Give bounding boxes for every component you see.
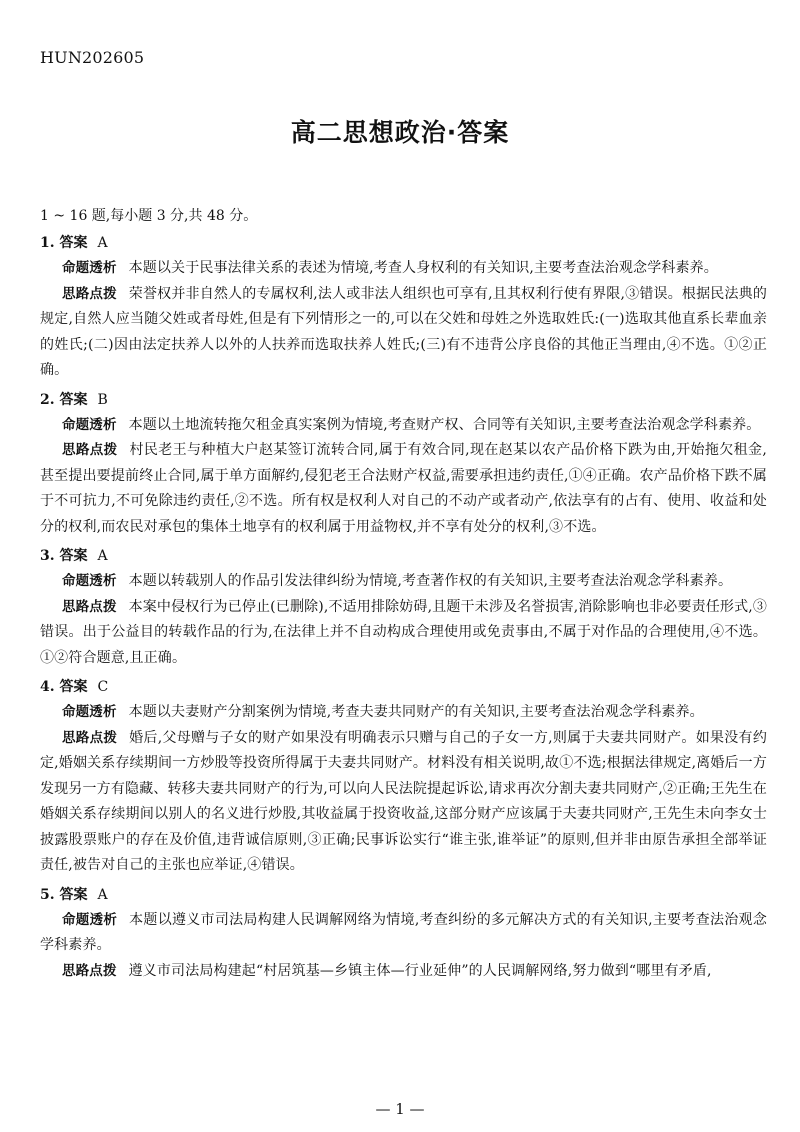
tips-paragraph bbox=[40, 438, 767, 540]
analysis-text: 本题以转载别人的作品引发法律纠纷为情境,考查著作权的有关知识,主要考查法治观念学科素养。 bbox=[128, 573, 733, 589]
analysis-paragraph bbox=[40, 908, 767, 959]
analysis-paragraph bbox=[40, 256, 767, 282]
tips-label: 思路点拨 bbox=[62, 962, 117, 979]
answer-content bbox=[40, 203, 767, 987]
question-1 bbox=[40, 230, 767, 384]
answer-letter: B bbox=[97, 391, 108, 408]
question-number: 3. 答案 bbox=[40, 548, 88, 564]
analysis-paragraph bbox=[40, 413, 767, 439]
document-code: HUN202605 bbox=[40, 48, 145, 67]
answer-line bbox=[40, 543, 767, 569]
question-number: 2. 答案 bbox=[40, 391, 88, 408]
tips-paragraph bbox=[40, 595, 767, 672]
answer-letter: C bbox=[97, 679, 109, 695]
analysis-text: 本题以遵义市司法局构建人民调解网络为情境,考查纠纷的多元解决方式的有关知识,主要考查法治观念学科素养。 bbox=[40, 911, 767, 953]
analysis-text: 本题以关于民事法律关系的表述为情境,考查人身权利的有关知识,主要考查法治观念学科素养。 bbox=[128, 260, 718, 276]
tips-paragraph bbox=[40, 959, 767, 985]
tips-text: 婚后,父母赠与子女的财产如果没有明确表示只赠与自己的子女一方,则属于夫妻共同财产。如果没有约定,婚姻关系存续期间一方炒股等投资所得属于夫妻共同财产。材料没有相关说明,故①不选;根据法律规定,离婚后一方发现另一方有隐藏、转移夫妻共同财产的行为,可以向人民法院提起诉讼,请求再次分割夫妻共同财产,②正确;王先生在婚姻关系存续期间以别人的名义进行炒股,其收益属于投资收益,这部分财产应该属于夫妻共同财产,王先生未向李女士披露股票账户的存在及价值,违背诚信原则,③正确;民事诉讼实行“谁主张,谁举证”的原则,但并非由原告承担全部举证责任,被告对自己的主张也应举证,④错误。 bbox=[40, 729, 767, 873]
question-number: 4. 答案 bbox=[40, 679, 88, 695]
analysis-text: 本题以土地流转拖欠租金真实案例为情境,考查财产权、合同等有关知识,主要考查法治观念学科素养。 bbox=[128, 416, 761, 433]
section-intro: 1 ~ 16 题,每小题 3 分,共 48 分。 bbox=[40, 208, 258, 224]
tips-text: 村民老王与种植大户赵某签订流转合同,属于有效合同,现在赵某以农产品价格下跌为由,开始拖欠租金,甚至提出要提前终止合同,属于单方面解约,侵犯老王合法财产权益,需要承担违约责任,①④正确。农产品价格下跌不属于不可抗力,不可免除违约责任,②不选。所有权是权利人对自己的不动产或者动产,依法享有的占有、使用、收益和处分的权利,而农民对承包的集体土地享有的权利属于用益物权,并不享有处分的权利,③不选。 bbox=[40, 442, 767, 535]
answer-letter: A bbox=[97, 548, 108, 564]
answer-line bbox=[40, 674, 767, 700]
page-title: 高二思想政治·答案 bbox=[290, 118, 510, 147]
question-number: 5. 答案 bbox=[40, 886, 88, 903]
analysis-label: 命题透析 bbox=[62, 260, 117, 276]
tips-text: 遵义市司法局构建起“村居筑基—乡镇主体—行业延伸”的人民调解网络,努力做到“哪里有矛盾, bbox=[128, 962, 712, 979]
answer-letter: A bbox=[97, 235, 108, 251]
page-number: — 1 — bbox=[375, 1100, 425, 1118]
question-number: 1. 答案 bbox=[40, 235, 88, 251]
analysis-label: 命题透析 bbox=[62, 704, 117, 720]
tips-label: 思路点拨 bbox=[62, 285, 117, 302]
answer-line bbox=[40, 230, 767, 256]
tips-text: 本案中侵权行为已停止(已删除),不适用排除妨碍,且题干未涉及名誉损害,消除影响也非必要责任形式,③错误。出于公益目的转载作品的行为,在法律上并不自动构成合理使用或免责事由,不属于对作品的合理使用,④不选。①②符合题意,且正确。 bbox=[40, 598, 767, 666]
analysis-text: 本题以夫妻财产分割案例为情境,考查夫妻共同财产的有关知识,主要考查法治观念学科素养。 bbox=[128, 704, 704, 720]
question-4 bbox=[40, 674, 767, 879]
analysis-label: 命题透析 bbox=[62, 911, 118, 928]
tips-label: 思路点拨 bbox=[62, 729, 118, 746]
analysis-label: 命题透析 bbox=[62, 573, 117, 589]
tips-paragraph bbox=[40, 282, 767, 384]
answer-line bbox=[40, 387, 767, 413]
answer-line bbox=[40, 882, 767, 908]
tips-label: 思路点拨 bbox=[62, 598, 117, 615]
question-2 bbox=[40, 387, 767, 541]
answer-letter: A bbox=[97, 886, 108, 903]
question-3 bbox=[40, 543, 767, 671]
analysis-paragraph bbox=[40, 700, 767, 726]
tips-text: 荣誉权并非自然人的专属权利,法人或非法人组织也可享有,且其权利行使有界限,③错误。根据民法典的规定,自然人应当随父姓或者母姓,但是有下列情形之一的,可以在父姓和母姓之外选取姓氏:(一)选取其他直系长辈血亲的姓氏;(二)因由法定扶养人以外的人扶养而选取扶养人姓氏;(三)有不违背公序良俗的其他正当理由,④不选。①②正确。 bbox=[40, 285, 767, 378]
analysis-paragraph bbox=[40, 569, 767, 595]
tips-paragraph bbox=[40, 726, 767, 879]
question-5 bbox=[40, 882, 767, 985]
analysis-label: 命题透析 bbox=[62, 416, 117, 433]
tips-label: 思路点拨 bbox=[62, 442, 118, 458]
